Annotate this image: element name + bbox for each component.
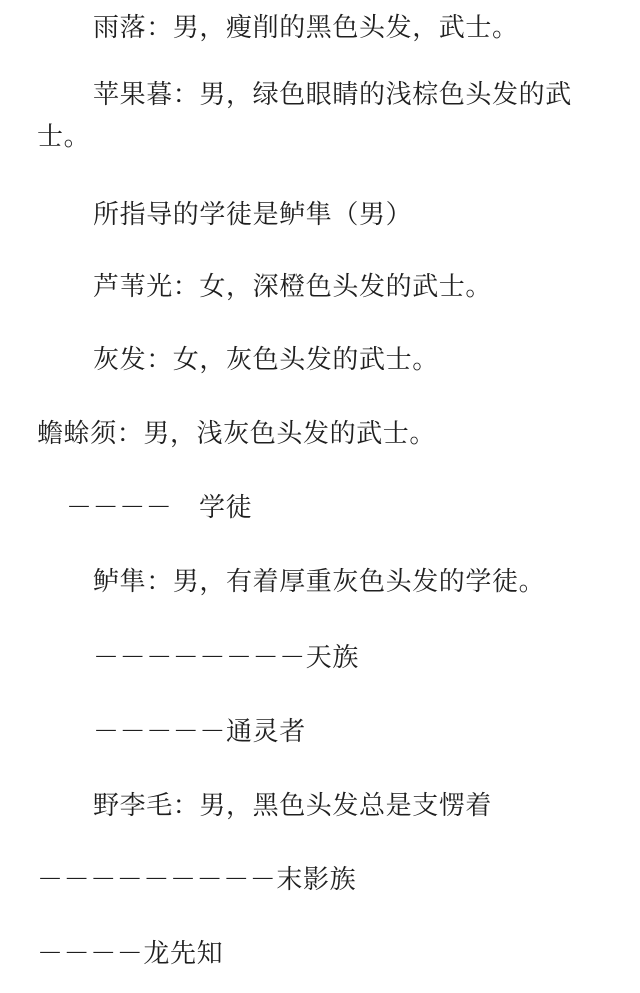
text-line-chanchuxu: 蟾蜍须：男，浅灰色头发的武士。 xyxy=(37,419,437,449)
section-heading-sky-clan: －－－－－－－－天族 xyxy=(93,643,360,673)
section-heading-apprentices: －－－－ 学徒 xyxy=(66,493,253,523)
text-line-pingguomu-cont: 士。 xyxy=(37,122,91,152)
section-heading-medium: －－－－－通灵者 xyxy=(93,717,306,747)
text-line-huifa: 灰发：女，灰色头发的武士。 xyxy=(93,345,439,375)
section-heading-end-shadow-clan: －－－－－－－－－末影族 xyxy=(37,865,357,895)
text-line-apprentice-note: 所指导的学徒是鲈隼（男） xyxy=(93,200,413,230)
text-line-lusun: 鲈隼：男，有着厚重灰色头发的学徒。 xyxy=(93,567,546,597)
text-line-pingguomu: 苹果暮：男，绿色眼睛的浅棕色头发的武 xyxy=(93,80,572,110)
text-line-yuluo: 雨落：男，瘦削的黑色头发，武士。 xyxy=(93,13,519,43)
text-line-yelimao: 野李毛：男，黑色头发总是支愣着 xyxy=(93,791,493,821)
section-heading-dragon-prophet: －－－－龙先知 xyxy=(37,939,224,969)
text-line-luweiguang: 芦苇光：女，深橙色头发的武士。 xyxy=(93,272,493,302)
